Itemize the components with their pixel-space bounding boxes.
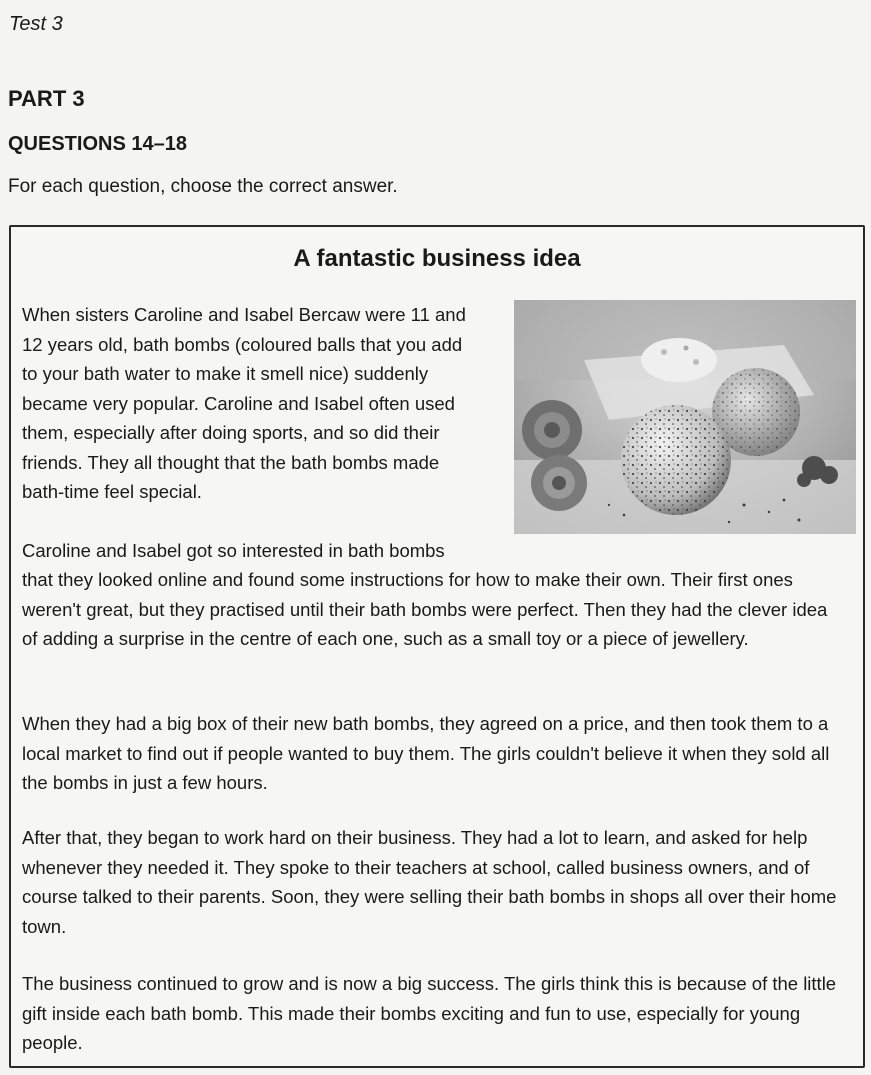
- article-paragraph-2: that they looked online and found some instructions for how to make their own. Their first ones weren't great, but they practised until their bath bombs were perfect. Then they had the clever idea of adding a surprise in the centre of each one, such as a small toy or a piece of jewellery.: [22, 569, 828, 649]
- article-title: A fantastic business idea: [293, 245, 581, 272]
- article-paragraph-1: When sisters Caroline and Isabel Bercaw were 11 and 12 years old, bath bombs (coloured balls that you add to your bath water to make it smell nice) suddenly became very popular. Caroline and Isabel often used them, especially after doing sports, and so did their friends. They all thought that the bath bombs made bath-time feel special.: [22, 304, 466, 502]
- article-paragraph-4: After that, they began to work hard on their business. They had a lot to learn, and asked for help whenever they needed it. They spoke to their teachers at school, called business owners, and of course talked to their parents. Soon, they were selling their bath bombs in shops all over their home town.: [22, 827, 837, 937]
- article-paragraph-2-first-line: Caroline and Isabel got so interested in bath bombs: [22, 540, 445, 561]
- part-title: PART 3: [8, 86, 85, 111]
- article-paragraph-5: The business continued to grow and is now a big success. The girls think this is because of the little gift inside each bath bomb. This made their bombs exciting and fun to use, especially for young people.: [22, 973, 837, 1053]
- bath-bombs-photo: [514, 300, 856, 534]
- questions-title: QUESTIONS 14–18: [8, 133, 187, 155]
- instruction-text: For each question, choose the correct answer.: [8, 176, 398, 197]
- test-label: Test 3: [9, 13, 63, 35]
- article-paragraph-3: When they had a big box of their new bath bombs, they agreed on a price, and then took them to a local market to find out if people wanted to buy them. The girls couldn't believe it when they sold all the bombs in just a few hours.: [22, 713, 830, 793]
- article-box: [9, 225, 865, 1068]
